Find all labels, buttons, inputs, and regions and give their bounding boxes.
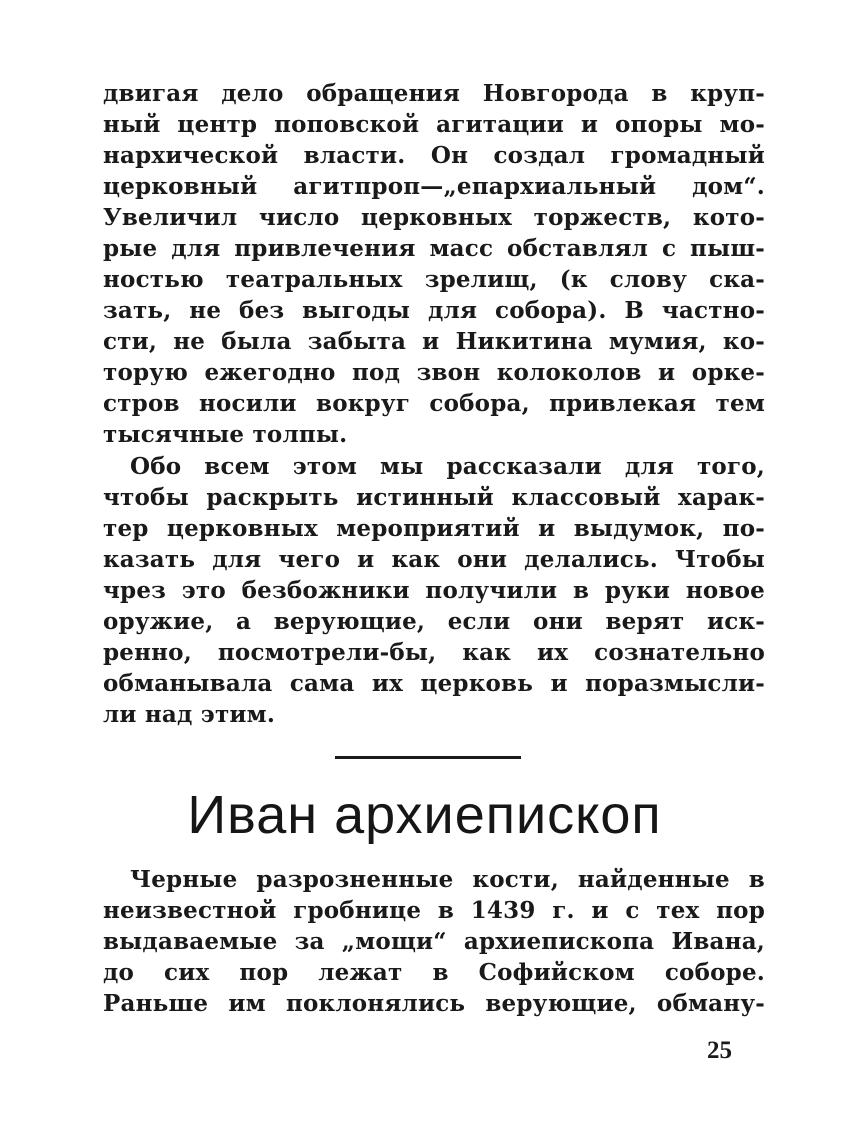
section-divider — [335, 756, 521, 759]
page-number: 25 — [707, 1037, 732, 1064]
text-line: ренно, посмотрели-бы, как их сознательно — [103, 639, 765, 666]
text-line: Раньше им поклонялись верующие, обману- — [103, 990, 765, 1017]
text-line: оружие, а верующие, если они верят иск- — [103, 608, 765, 635]
text-line: ностью театральных зрелищ, (к слову ска- — [103, 266, 765, 293]
text-line: обманывала сама их церковь и поразмысли- — [103, 670, 765, 697]
text-line: торую ежегодно под звон колоколов и орке- — [103, 359, 765, 386]
paragraph — [103, 451, 765, 730]
text-line: тер церковных мероприятий и выдумок, по- — [103, 515, 765, 542]
text-line: сти, не была забыта и Никитина мумия, ко- — [103, 328, 765, 355]
text-line: рые для привлечения масс обставлял с пыш- — [103, 235, 765, 262]
text-line: Черные разрозненные кости, найденные в — [130, 866, 765, 893]
text-line: ный центр поповской агитации и опоры мо- — [103, 111, 765, 138]
text-line: стров носили вокруг собора, привлекая тем — [103, 390, 765, 417]
text-line: зать, не без выгоды для собора). В частно- — [103, 297, 765, 324]
text-line: двигая дело обращения Новгорода в круп- — [103, 80, 765, 107]
text-line: Увеличил число церковных торжеств, кото- — [103, 204, 765, 231]
text-line: казать для чего и как они делались. Чтобы — [103, 546, 765, 573]
section-heading: Иван архиепископ — [187, 785, 662, 845]
text-line: до сих пор лежат в Софийском соборе. — [103, 959, 765, 986]
paragraph — [103, 864, 765, 1019]
text-line: неизвестной гробнице в 1439 г. и с тех пор — [103, 897, 765, 924]
text-line: чрез это безбожники получили в руки новое — [103, 577, 765, 604]
text-line: тысячные толпы. — [103, 421, 348, 448]
text-line: Обо всем этом мы рассказали для того, — [130, 453, 765, 480]
text-line: чтобы раскрыть истинный классовый харак- — [103, 484, 765, 511]
text-line: ли над этим. — [103, 701, 276, 728]
paragraph-continued — [103, 78, 765, 450]
text-line: церковный агитпроп—„епархиальный дом“. — [103, 173, 765, 200]
text-line: нархической власти. Он создал громадный — [103, 142, 765, 169]
text-line: выдаваемые за „мощи“ архиепископа Ивана, — [103, 928, 765, 955]
